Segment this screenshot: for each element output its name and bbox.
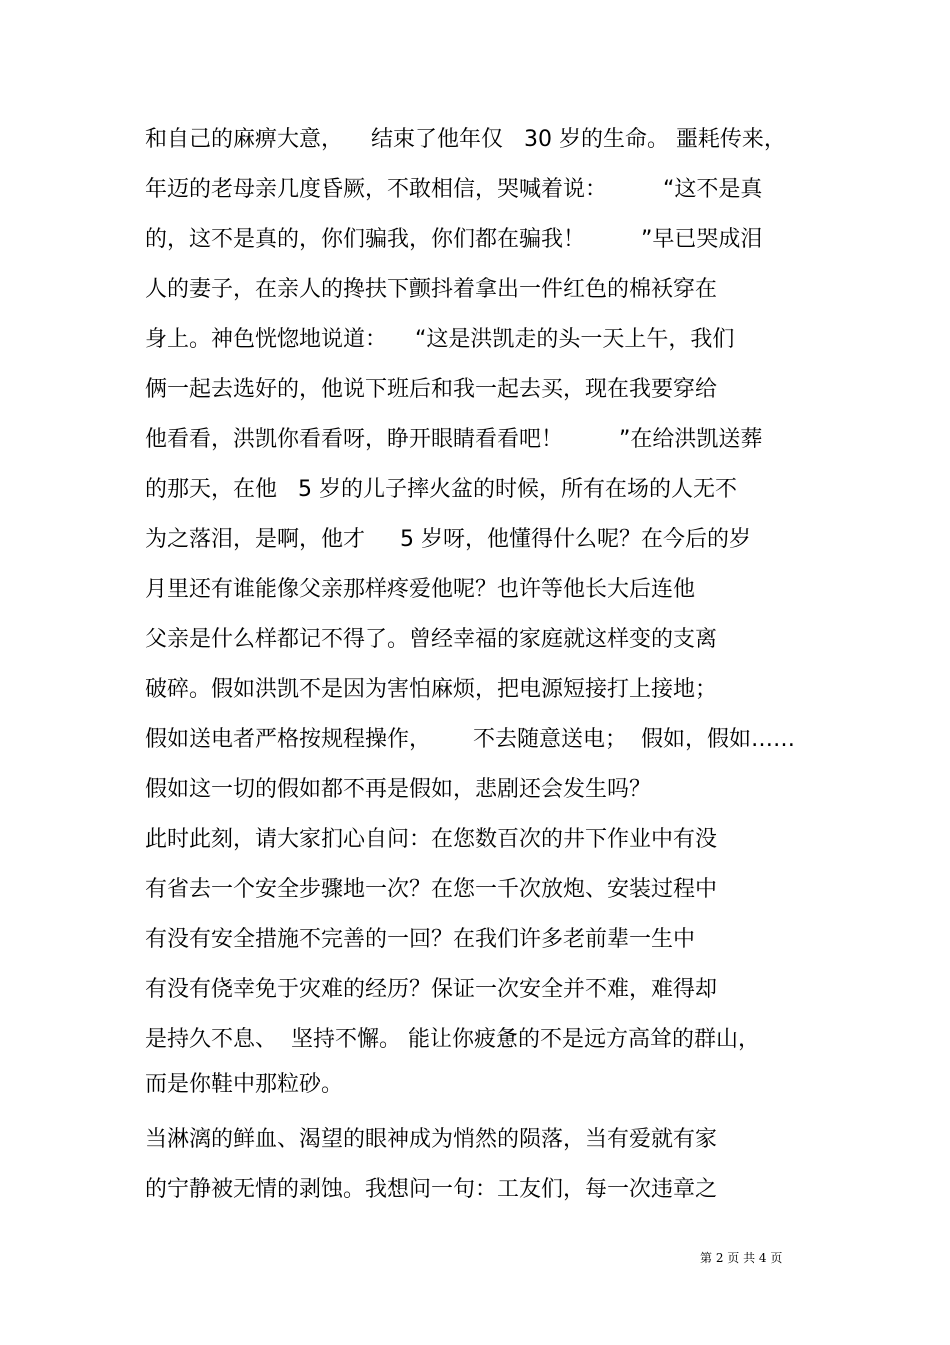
text-line: 此时此刻，请大家扪心自问：在您数百次的井下作业中有没 bbox=[145, 827, 718, 852]
page-number-footer: 第 2 页 共 4 页 bbox=[700, 1251, 783, 1265]
text-line: 月里还有谁能像父亲那样疼爱他呢？也许等他长大后连他 bbox=[145, 577, 696, 602]
text-line: 为之落泪，是啊，他才 5 岁呀，他懂得什么呢？在今后的岁 bbox=[145, 527, 751, 552]
text-line: 身上。神色恍惚地说道： “这是洪凯走的头一天上午，我们 bbox=[145, 327, 735, 352]
text-line: 和自己的麻痹大意， 结束了他年仅 30 岁的生命。 噩耗传来， bbox=[145, 127, 786, 152]
text-line: 人的妻子，在亲人的搀扶下颤抖着拿出一件红色的棉袄穿在 bbox=[145, 277, 718, 302]
text-line: 破碎。假如洪凯不是因为害怕麻烦，把电源短接打上接地； bbox=[145, 677, 718, 702]
text-line: 俩一起去选好的，他说下班后和我一起去买，现在我要穿给 bbox=[145, 377, 718, 402]
text-line: 而是你鞋中那粒砂。 bbox=[145, 1072, 344, 1097]
text-line: 有没有安全措施不完善的一回？在我们许多老前辈一生中 bbox=[145, 927, 696, 952]
text-line: 有没有侥幸免于灾难的经历？保证一次安全并不难，难得却 bbox=[145, 977, 718, 1002]
text-line: 年迈的老母亲几度昏厥，不敢相信，哭喊着说： “这不是真 bbox=[145, 177, 763, 202]
text-line: 当淋漓的鲜血、渴望的眼神成为悄然的陨落，当有爱就有家 bbox=[145, 1127, 718, 1152]
text-line: 的那天，在他 5 岁的儿子摔火盆的时候，所有在场的人无不 bbox=[145, 477, 737, 502]
text-line: 的，这不是真的，你们骗我，你们都在骗我！ ”早已哭成泪 bbox=[145, 227, 763, 252]
text-line: 父亲是什么样都记不得了。曾经幸福的家庭就这样变的支离 bbox=[145, 627, 718, 652]
text-line: 他看看，洪凯你看看呀，睁开眼睛看看吧！ ”在给洪凯送葬 bbox=[145, 427, 763, 452]
text-line: 的宁静被无情的剥蚀。我想问一句：工友们，每一次违章之 bbox=[145, 1177, 718, 1202]
text-line: 假如送电者严格按规程操作， 不去随意送电； 假如，假如…… bbox=[145, 727, 795, 752]
text-line: 是持久不息、 坚持不懈。 能让你疲惫的不是远方高耸的群山， bbox=[145, 1027, 760, 1052]
text-line: 假如这一切的假如都不再是假如，悲剧还会发生吗？ bbox=[145, 777, 652, 802]
text-line: 有省去一个安全步骤地一次？在您一千次放炮、安装过程中 bbox=[145, 877, 718, 902]
